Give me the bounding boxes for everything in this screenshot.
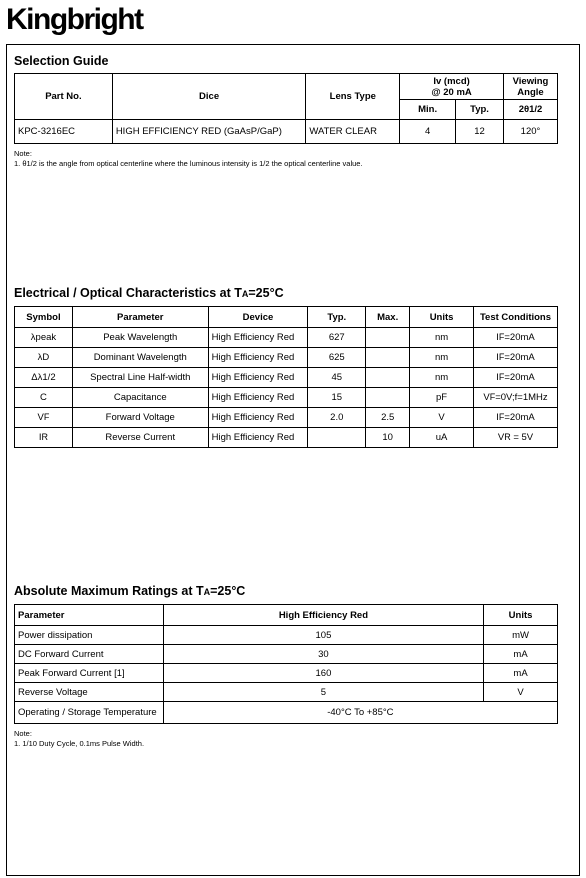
table-row: [15, 645, 558, 664]
cell-device: High Efficiency Red: [208, 348, 308, 368]
cell-symbol: VF: [15, 408, 73, 428]
absolute-ratings-table: [14, 604, 558, 724]
cell-device: High Efficiency Red: [208, 428, 308, 448]
table-row: [15, 702, 558, 724]
selection-note: Note: 1. θ1/2 is the angle from optical centerline where the luminous intensity is 1/2 the optical centerline value.: [14, 149, 363, 168]
table-row: [15, 683, 558, 702]
header-lens-type: Lens Type: [306, 74, 400, 120]
cell-value: 160: [163, 664, 483, 683]
cell-typ: 625: [308, 348, 366, 368]
brand-logo: Kingbright: [6, 3, 143, 36]
cell-units: mA: [484, 645, 558, 664]
cell-symbol: λD: [15, 348, 73, 368]
cell-viewing-angle: 120°: [504, 120, 558, 144]
absolute-ratings-title: Absolute Maximum Ratings at TA=25°C: [14, 584, 246, 598]
table-row: [15, 388, 558, 408]
table-row: [15, 348, 558, 368]
cell-units: pF: [410, 388, 474, 408]
header-viewing-angle: Viewing Angle: [504, 74, 558, 100]
absolute-ratings-note: Note: 1. 1/10 Duty Cycle, 0.1ms Pulse Width.: [14, 729, 145, 748]
selection-table: [14, 73, 558, 144]
header-typ: Typ.: [456, 100, 504, 120]
cell-max: [366, 348, 410, 368]
cell-units: nm: [410, 368, 474, 388]
cell-units: uA: [410, 428, 474, 448]
cell-typ: 45: [308, 368, 366, 388]
cell-symbol: Δλ1/2: [15, 368, 73, 388]
cell-parameter: Spectral Line Half-width: [72, 368, 208, 388]
cell-condition: VF=0V;f=1MHz: [474, 388, 558, 408]
cell-parameter: Power dissipation: [15, 626, 164, 645]
header-units: Units: [410, 307, 474, 328]
cell-typ: 627: [308, 328, 366, 348]
cell-parameter: Reverse Current: [72, 428, 208, 448]
cell-symbol: C: [15, 388, 73, 408]
cell-value: 5: [163, 683, 483, 702]
cell-parameter: Capacitance: [72, 388, 208, 408]
table-row: [15, 328, 558, 348]
cell-device: High Efficiency Red: [208, 328, 308, 348]
cell-units: nm: [410, 328, 474, 348]
header-typ: Typ.: [308, 307, 366, 328]
header-parameter: Parameter: [72, 307, 208, 328]
header-min: Min.: [400, 100, 456, 120]
cell-units: nm: [410, 348, 474, 368]
cell-max: [366, 368, 410, 388]
cell-units: V: [410, 408, 474, 428]
cell-parameter: DC Forward Current: [15, 645, 164, 664]
cell-typ: [308, 428, 366, 448]
cell-lens-type: WATER CLEAR: [306, 120, 400, 144]
cell-condition: IF=20mA: [474, 328, 558, 348]
cell-parameter: Forward Voltage: [72, 408, 208, 428]
table-row: [15, 368, 558, 388]
header-device: High Efficiency Red: [163, 605, 483, 626]
cell-iv-typ: 12: [456, 120, 504, 144]
selection-guide-title: Selection Guide: [14, 54, 109, 68]
cell-device: High Efficiency Red: [208, 388, 308, 408]
cell-condition: IF=20mA: [474, 368, 558, 388]
cell-units: mA: [484, 664, 558, 683]
cell-parameter: Dominant Wavelength: [72, 348, 208, 368]
table-row: [15, 408, 558, 428]
cell-max: 2.5: [366, 408, 410, 428]
cell-parameter: Peak Wavelength: [72, 328, 208, 348]
table-row: [15, 428, 558, 448]
header-symbol: Symbol: [15, 307, 73, 328]
header-max: Max.: [366, 307, 410, 328]
cell-typ: 2.0: [308, 408, 366, 428]
cell-units: V: [484, 683, 558, 702]
cell-value: 105: [163, 626, 483, 645]
cell-symbol: IR: [15, 428, 73, 448]
cell-condition: VR = 5V: [474, 428, 558, 448]
cell-device: High Efficiency Red: [208, 368, 308, 388]
table-row: [15, 664, 558, 683]
cell-part-no: KPC-3216EC: [15, 120, 113, 144]
electrical-table: [14, 306, 558, 448]
header-dice: Dice: [112, 74, 306, 120]
header-iv: Iv (mcd) @ 20 mA: [400, 74, 504, 100]
cell-condition: IF=20mA: [474, 348, 558, 368]
cell-parameter: Operating / Storage Temperature: [15, 702, 164, 724]
cell-parameter: Peak Forward Current [1]: [15, 664, 164, 683]
cell-symbol: λpeak: [15, 328, 73, 348]
header-angle-symbol: 2θ1/2: [504, 100, 558, 120]
cell-dice: HIGH EFFICIENCY RED (GaAsP/GaP): [112, 120, 306, 144]
cell-typ: 15: [308, 388, 366, 408]
header-units: Units: [484, 605, 558, 626]
cell-units: mW: [484, 626, 558, 645]
cell-parameter: Reverse Voltage: [15, 683, 164, 702]
header-parameter: Parameter: [15, 605, 164, 626]
cell-max: 10: [366, 428, 410, 448]
cell-value: 30: [163, 645, 483, 664]
cell-iv-min: 4: [400, 120, 456, 144]
cell-max: [366, 388, 410, 408]
header-device: Device: [208, 307, 308, 328]
cell-max: [366, 328, 410, 348]
cell-condition: IF=20mA: [474, 408, 558, 428]
table-row: [15, 626, 558, 645]
cell-device: High Efficiency Red: [208, 408, 308, 428]
header-part-no: Part No.: [15, 74, 113, 120]
cell-value: -40°C To +85°C: [163, 702, 557, 724]
header-test-conditions: Test Conditions: [474, 307, 558, 328]
electrical-title: Electrical / Optical Characteristics at TA=25°C: [14, 286, 284, 300]
